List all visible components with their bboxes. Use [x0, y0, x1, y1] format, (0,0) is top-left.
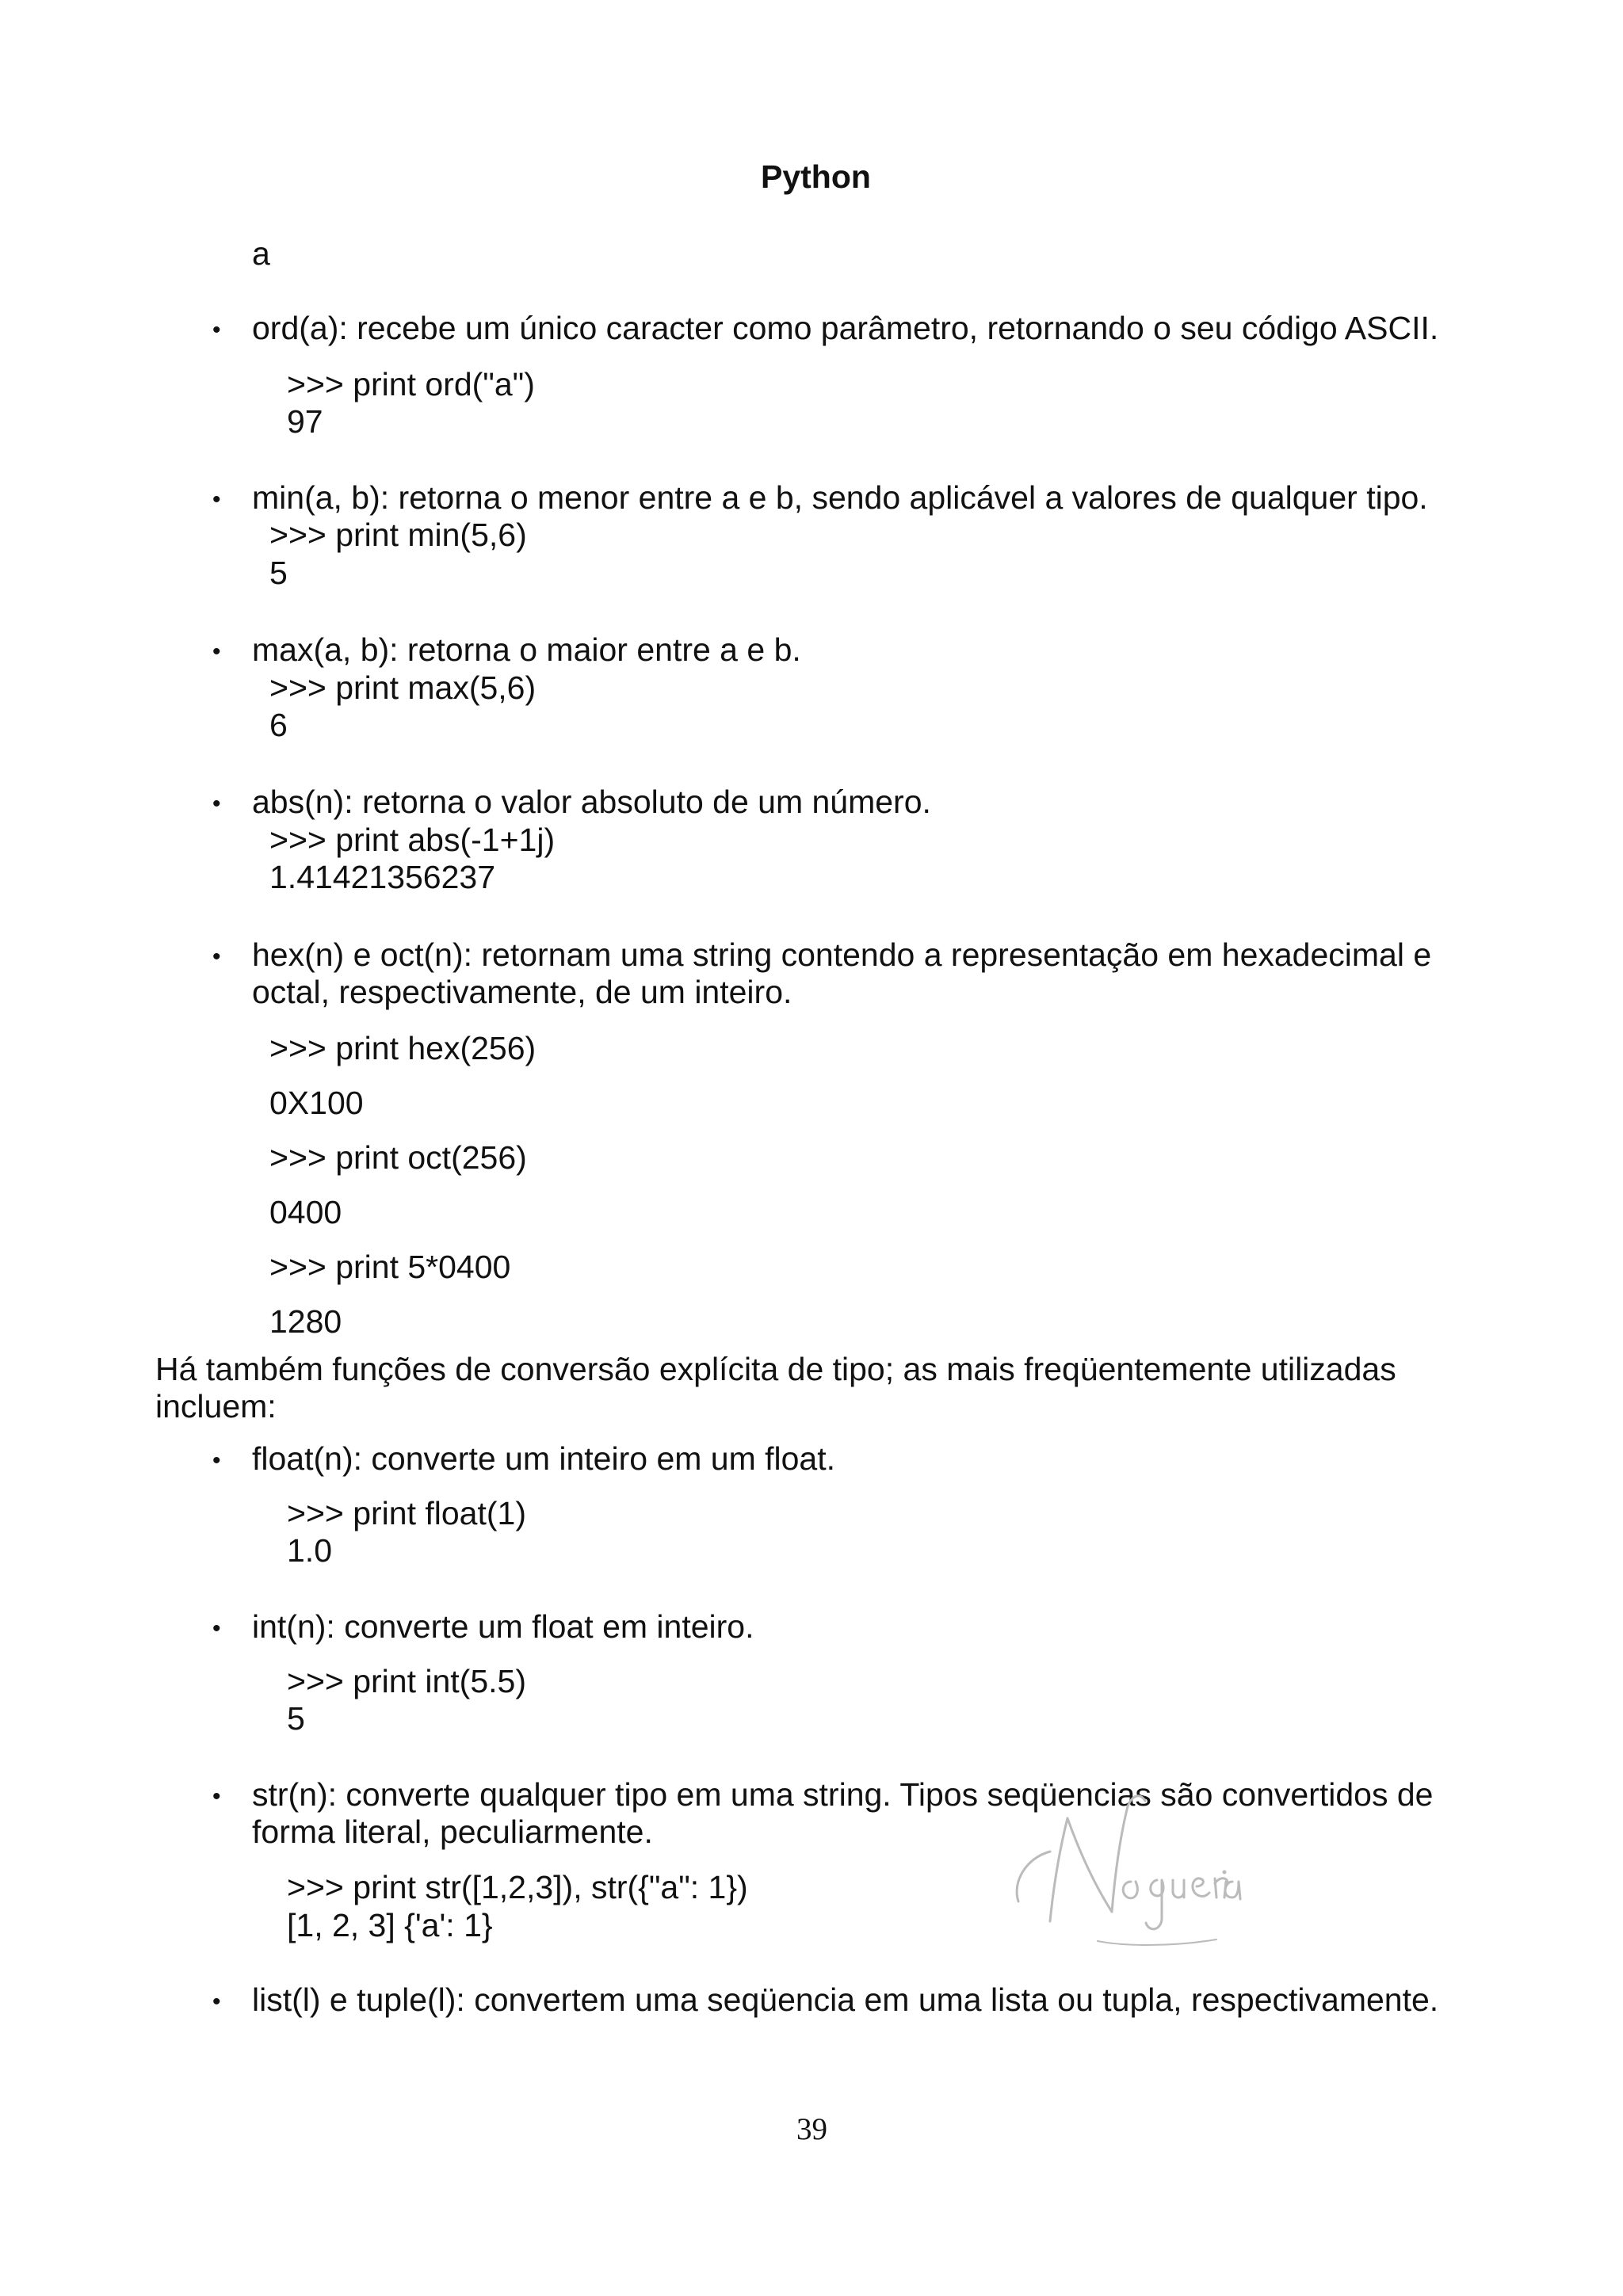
str-code-line: >>> print str([1,2,3]), str({"a": 1}) — [287, 1869, 748, 1905]
top-fragment: a — [252, 235, 270, 272]
octal-multiply-code-output: 1280 — [269, 1303, 342, 1340]
oct-code-line: >>> print oct(256) — [269, 1139, 527, 1176]
max-code-line: >>> print max(5,6) — [269, 669, 537, 706]
bullet-float: • — [212, 1447, 221, 1474]
max-description: max(a, b): retorna o maior entre a e b. — [252, 631, 801, 668]
max-code-output: 6 — [269, 707, 288, 743]
hex-code-line: >>> print hex(256) — [269, 1030, 537, 1066]
list-tuple-description: list(l) e tuple(l): convertem uma seqüencia em uma lista ou tupla, respectivamente. — [252, 1981, 1439, 2018]
hex-code-output: 0X100 — [269, 1085, 364, 1121]
abs-code-line: >>> print abs(-1+1j) — [269, 822, 556, 858]
abs-description: abs(n): retorna o valor absoluto de um número. — [252, 784, 931, 820]
int-description: int(n): converte um float em inteiro. — [252, 1608, 754, 1645]
bullet-ord: • — [212, 317, 221, 343]
octal-multiply-code-line: >>> print 5*0400 — [269, 1249, 511, 1285]
bullet-str: • — [212, 1783, 221, 1810]
nogueira-watermark — [995, 1763, 1248, 1969]
abs-code-output: 1.41421356237 — [269, 859, 496, 895]
bullet-int: • — [212, 1615, 221, 1642]
int-code-output: 5 — [287, 1700, 305, 1737]
int-code-line: >>> print int(5.5) — [287, 1663, 526, 1699]
min-code-line: >>> print min(5,6) — [269, 517, 527, 553]
page-number: 39 — [796, 2112, 827, 2146]
bullet-min: • — [212, 486, 221, 513]
str-description-line2: forma literal, peculiarmente. — [252, 1814, 653, 1850]
conversion-intro-line1: Há também funções de conversão explícita de tipo; as mais freqüentemente utilizadas — [155, 1351, 1396, 1387]
bullet-hex-oct: • — [212, 944, 221, 970]
hex-oct-description-line1: hex(n) e oct(n): retornam uma string contendo a representação em hexadecimal e — [252, 936, 1432, 973]
float-code-line: >>> print float(1) — [287, 1495, 526, 1531]
str-code-output: [1, 2, 3] {'a': 1} — [287, 1907, 493, 1943]
ord-code-output: 97 — [287, 403, 323, 440]
min-description: min(a, b): retorna o menor entre a e b, sendo aplicável a valores de qualquer tipo. — [252, 479, 1428, 516]
str-description-line1: str(n): converte qualquer tipo em uma string. Tipos seqüencias são convertidos de — [252, 1776, 1434, 1813]
page-title: Python — [761, 158, 871, 195]
conversion-intro-line2: incluem: — [155, 1388, 277, 1425]
bullet-max: • — [212, 639, 221, 665]
ord-description: ord(a): recebe um único caracter como parâmetro, retornando o seu código ASCII. — [252, 310, 1439, 346]
hex-oct-description-line2: octal, respectivamente, de um inteiro. — [252, 974, 792, 1010]
oct-code-output: 0400 — [269, 1194, 342, 1230]
min-code-output: 5 — [269, 555, 288, 591]
bullet-list-tuple: • — [212, 1989, 221, 2015]
float-code-output: 1.0 — [287, 1532, 332, 1569]
bullet-abs: • — [212, 791, 221, 817]
float-description: float(n): converte um inteiro em um float. — [252, 1440, 836, 1477]
ord-code-line: >>> print ord("a") — [287, 366, 535, 402]
